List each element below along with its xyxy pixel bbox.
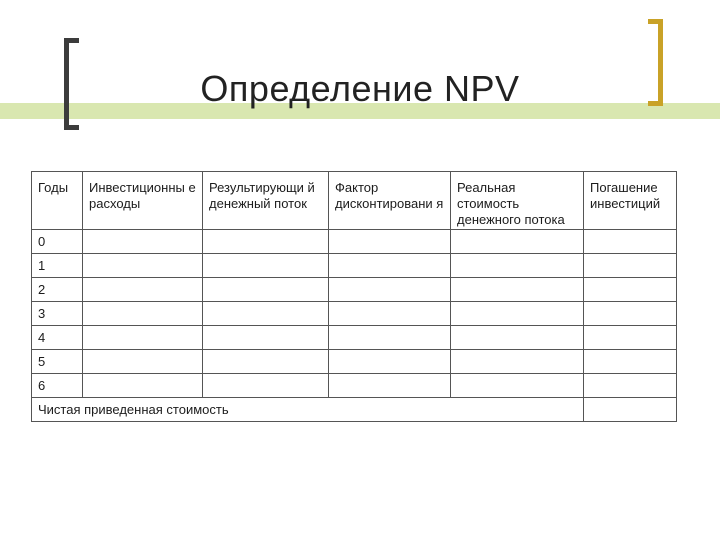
table-cell [451, 350, 584, 374]
table-cell [584, 326, 677, 350]
table-cell [203, 326, 329, 350]
table-cell [584, 278, 677, 302]
table-cell [451, 278, 584, 302]
year-cell: 3 [32, 302, 83, 326]
header-investment-costs: Инвестиционны е расходы [83, 172, 203, 230]
table-row [32, 278, 677, 302]
table-row [32, 230, 677, 254]
table-cell [83, 350, 203, 374]
table-cell [329, 278, 451, 302]
table-cell [584, 230, 677, 254]
table-cell [584, 254, 677, 278]
table-cell [584, 374, 677, 398]
year-cell: 4 [32, 326, 83, 350]
table-cell [83, 302, 203, 326]
year-cell: 6 [32, 374, 83, 398]
table-row [32, 350, 677, 374]
year-cell: 2 [32, 278, 83, 302]
year-cell: 1 [32, 254, 83, 278]
table-row [32, 374, 677, 398]
npv-table [31, 171, 677, 422]
year-cell: 5 [32, 350, 83, 374]
table-cell [329, 374, 451, 398]
year-cell: 0 [32, 230, 83, 254]
summary-value-cell [584, 398, 677, 422]
table-cell [451, 254, 584, 278]
table-cell [451, 374, 584, 398]
header-investment-repayment: Погашение инвестиций [584, 172, 677, 230]
table-cell [203, 374, 329, 398]
header-resulting-cash-flow: Результирующи й денежный поток [203, 172, 329, 230]
table-row [32, 326, 677, 350]
table-cell [329, 254, 451, 278]
table-cell [329, 230, 451, 254]
table-row [32, 254, 677, 278]
table-cell [329, 350, 451, 374]
table-cell [203, 230, 329, 254]
table-row [32, 302, 677, 326]
table-cell [451, 326, 584, 350]
table-cell [451, 302, 584, 326]
table-cell [203, 350, 329, 374]
header-present-value: Реальная стоимость денежного потока [451, 172, 584, 230]
table-cell [203, 254, 329, 278]
table-cell [83, 374, 203, 398]
table-cell [329, 326, 451, 350]
table-cell [451, 230, 584, 254]
header-years: Годы [32, 172, 83, 230]
summary-row [32, 398, 677, 422]
slide-title: Определение NPV [200, 68, 520, 109]
table-cell [203, 278, 329, 302]
table-cell [203, 302, 329, 326]
summary-label: Чистая приведенная стоимость [32, 398, 584, 422]
table-header-row [32, 172, 677, 230]
table-cell [83, 230, 203, 254]
table-cell [83, 254, 203, 278]
table-cell [584, 350, 677, 374]
table-cell [83, 326, 203, 350]
table-cell [83, 278, 203, 302]
header-discount-factor: Фактор дисконтировани я [329, 172, 451, 230]
table-cell [329, 302, 451, 326]
table-cell [584, 302, 677, 326]
